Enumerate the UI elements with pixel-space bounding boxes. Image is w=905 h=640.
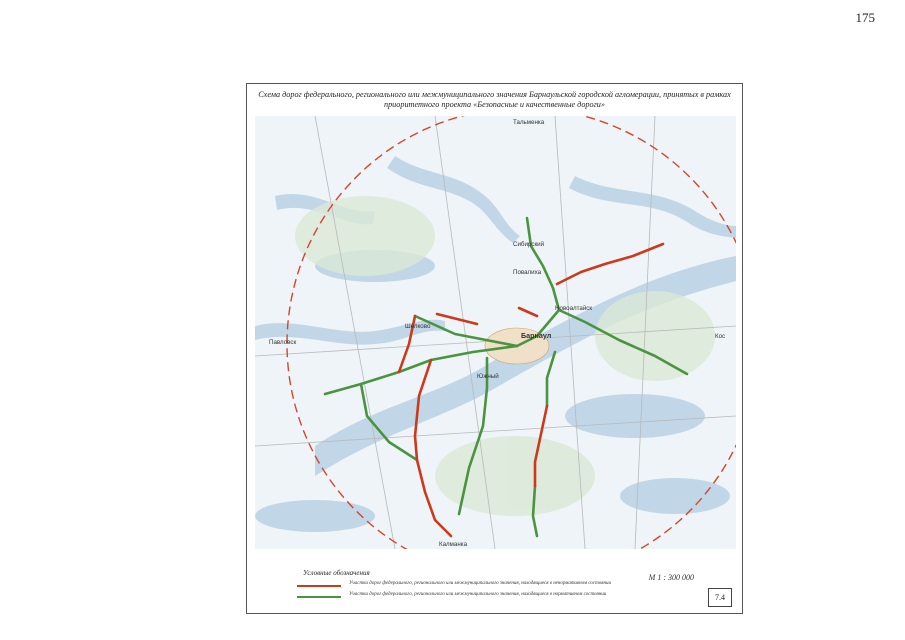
legend-text-poor: Участки дорог федерального, регионального или межмуниципального значения, находящиеся в ненормативном состоянии [349, 581, 611, 586]
terrain-patch [295, 196, 435, 276]
map-sheet [246, 83, 743, 614]
road-southeast-stub[interactable] [547, 352, 555, 406]
label-shelkovo: Шелково [405, 323, 431, 330]
legend-text-normal: Участки дорог федерального, регионального или межмуниципального значения, находящиеся в нормативном состоянии [349, 592, 607, 597]
map-title: Схема дорог федерального, регионального или межмуниципального значения Барнаульской городской агломерации, принятых в рамках приоритетного проекта «Безопасные и качественные дороги» [258, 90, 731, 109]
label-talmenka: Тальменка [513, 119, 545, 126]
terrain-patch [435, 436, 595, 516]
map-canvas [255, 116, 736, 549]
water-southeast [565, 394, 705, 438]
label-kos: Кос [715, 333, 726, 340]
label-yuzhny: Южный [477, 373, 499, 380]
legend-swatch-poor [297, 585, 341, 587]
road-north-corridor[interactable] [517, 218, 559, 346]
label-barnaul: Барнаул [521, 331, 552, 340]
sheet-number: 7.4 [708, 588, 732, 607]
label-novoaltaysk: Новоалтайск [555, 305, 593, 312]
page-number: 175 [855, 10, 875, 25]
legend-swatch-normal [297, 596, 341, 598]
legend-heading: Условные обозначения [303, 569, 370, 577]
map-area[interactable] [255, 116, 736, 549]
road-central-stub[interactable] [519, 308, 537, 316]
water-southwest [255, 500, 375, 532]
label-povalikha: Повалиха [513, 269, 542, 276]
map-scale: М 1 : 300 000 [648, 573, 694, 582]
road-northeast[interactable] [557, 244, 663, 284]
label-kalmanka: Калманка [439, 541, 468, 548]
label-pavlovsk: Павловск [269, 339, 297, 346]
water-northeast [569, 176, 736, 238]
label-sibirsky: Сибирский [513, 241, 545, 248]
